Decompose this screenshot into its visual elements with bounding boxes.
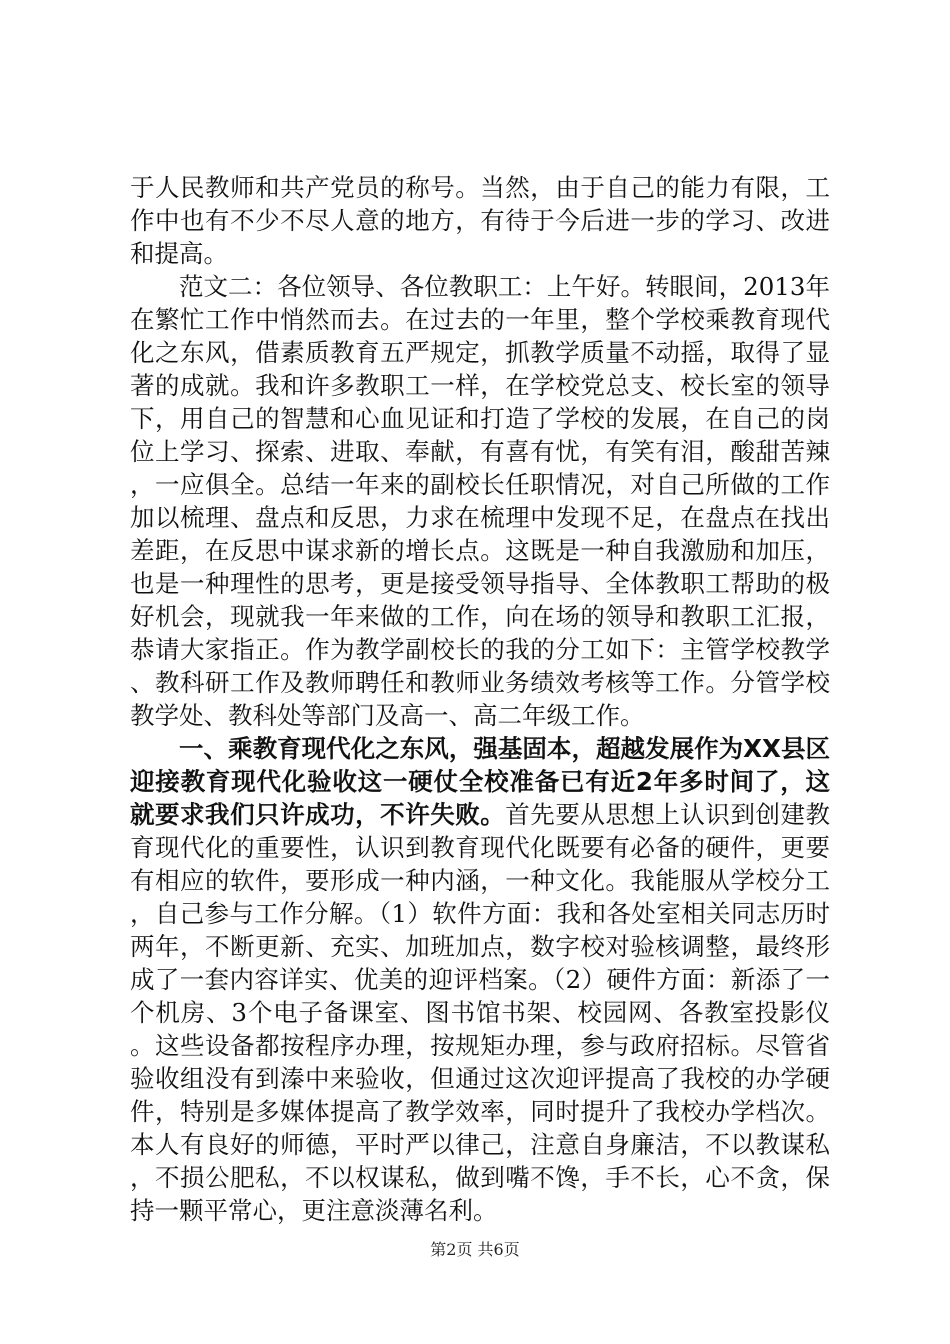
- section-body-text: 首先要从思想上认识到创建教育现代化的重要性，认识到教育现代化既要有必备的硬件，更要有相应的软件，要形成一种内涵，一种文化。我能服从学校分工，自己参与工作分解。（1）软件方面：我和各处室相关同志历时两年，不断更新、充实、加班加点，数字校对验核调整，最终形成了一套内容详实、优美的迎评档案。（2）硬件方面：新添了一个机房、3个电子备课室、图书馆书架、校园网、各教室投影仪。这些设备都按程序办理，按规矩办理，参与政府招标。尽管省验收组没有到溱中来验收，但通过这次迎评提高了我校的办学硬件，特别是多媒体提高了教学效率，同时提升了我校办学档次。本人有良好的师德，平时严以律己，注意自身廉洁，不以教谋私，不损公肥私，不以权谋私，做到嘴不馋，手不长，心不贪，保持一颗平常心，更注意淡薄名利。: [130, 800, 831, 1225]
- paragraph-continuation: 于人民教师和共产党员的称号。当然，由于自己的能力有限，工作中也有不少不尽人意的地方，有待于今后进一步的学习、改进和提高。: [130, 173, 830, 268]
- paragraph-section-one: [130, 732, 830, 1227]
- section-heading-bold: 一、乘教育现代化之东风，强基固本，超越发展作为XX县区迎接教育现代化验收这一硬仗全校准备已有近2年多时间了，这就要求我们只许成功，不许失败。: [130, 734, 830, 829]
- page-footer: 第2页 共6页: [430, 1240, 520, 1259]
- paragraph-sample-two: 范文二：各位领导、各位教职工：上午好。转眼间，2013年在繁忙工作中悄然而去。在过去的一年里，整个学校乘教育现代化之东风，借素质教育五严规定，抓教学质量不动摇，取得了显著的成就。我和许多教职工一样，在学校党总支、校长室的领导下，用自己的智慧和心血见证和打造了学校的发展，在自己的岗位上学习、探索、进取、奉献，有喜有忧，有笑有泪，酸甜苦辣，一应俱全。总结一年来的副校长任职情况，对自己所做的工作加以梳理、盘点和反思，力求在梳理中发现不足，在盘点在找出差距，在反思中谋求新的增长点。这既是一种自我激励和加压，也是一种理性的思考，更是接受领导指导、全体教职工帮助的极好机会，现就我一年来做的工作，向在场的领导和教职工汇报，恭请大家指正。作为教学副校长的我的分工如下：主管学校教学、教科研工作及教师聘任和教师业务绩效考核等工作。分管学校教学处、教科处等部门及高一、高二年级工作。: [130, 272, 830, 730]
- document-body: [130, 171, 830, 1227]
